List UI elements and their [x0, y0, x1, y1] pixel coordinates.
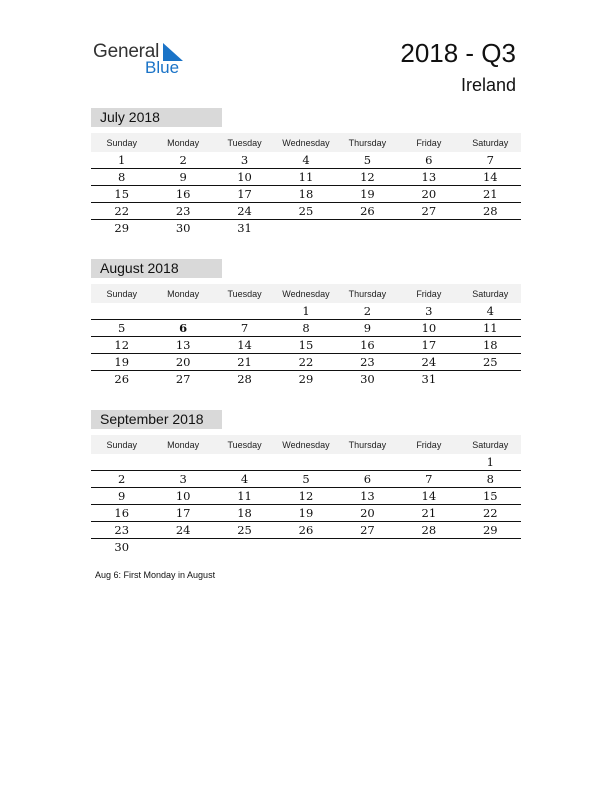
day-cell: 19 [337, 186, 398, 203]
day-cell: 19 [275, 505, 336, 522]
week-row [91, 220, 521, 237]
week-row [91, 169, 521, 186]
day-cell [91, 454, 152, 471]
day-cell: 29 [460, 522, 521, 539]
holiday-day-cell: 6 [152, 320, 213, 337]
day-cell: 17 [214, 186, 275, 203]
day-cell: 2 [152, 152, 213, 169]
day-cell: 5 [275, 471, 336, 488]
day-cell: 31 [237, 221, 252, 235]
day-cell: 11 [214, 488, 275, 505]
day-cell: 10 [214, 169, 275, 186]
day-cell: 1 [275, 303, 336, 320]
day-cell [152, 539, 213, 556]
day-cell: 21 [398, 505, 459, 522]
day-cell: 27 [175, 372, 191, 386]
calendar-table [91, 284, 521, 387]
day-cell [460, 371, 521, 388]
holiday-note: Aug 6: First Monday in August [95, 570, 216, 580]
day-cell: 23 [152, 203, 213, 220]
day-cell: 20 [398, 186, 459, 203]
week-row [91, 354, 521, 371]
day-cell: 22 [460, 505, 521, 522]
day-cell: 12 [275, 488, 336, 505]
day-cell: 12 [337, 169, 398, 186]
day-cell: 18 [460, 337, 521, 354]
day-cell: 19 [91, 354, 152, 371]
day-cell: 14 [214, 337, 275, 354]
day-cell [398, 454, 459, 471]
weekday-header: Wednesday [275, 435, 336, 454]
day-cell: 7 [460, 152, 521, 169]
day-cell [275, 454, 336, 471]
day-cell: 26 [337, 203, 398, 220]
day-cell: 11 [460, 320, 521, 337]
day-cell [214, 539, 275, 556]
weekday-header: Saturday [460, 133, 521, 152]
month-block-august [91, 259, 521, 387]
day-cell: 4 [214, 471, 275, 488]
logo-blue-text: Blue [145, 58, 180, 77]
day-cell: 5 [91, 320, 152, 337]
day-cell: 14 [398, 488, 459, 505]
weekday-header: Saturday [460, 435, 521, 454]
week-row [91, 505, 521, 522]
day-cell [275, 539, 336, 556]
day-cell: 29 [114, 221, 130, 235]
day-cell: 23 [91, 522, 152, 539]
weekday-header: Wednesday [275, 133, 336, 152]
day-cell [398, 539, 459, 556]
weekday-header: Tuesday [214, 435, 275, 454]
day-cell: 18 [275, 186, 336, 203]
day-cell: 24 [152, 522, 213, 539]
day-cell: 16 [337, 337, 398, 354]
week-row [91, 371, 521, 388]
weekday-header: Friday [398, 284, 459, 303]
day-cell: 30 [175, 221, 191, 235]
weekday-header: Monday [152, 284, 213, 303]
day-cell: 8 [460, 471, 521, 488]
day-cell: 17 [152, 505, 213, 522]
weekday-header: Monday [152, 435, 213, 454]
day-cell: 9 [337, 320, 398, 337]
day-cell [275, 220, 336, 237]
weekday-header: Thursday [337, 133, 398, 152]
weekday-header: Saturday [460, 284, 521, 303]
day-cell: 14 [460, 169, 521, 186]
week-row [91, 454, 521, 471]
day-cell: 10 [152, 488, 213, 505]
day-cell: 11 [275, 169, 336, 186]
day-cell: 16 [91, 505, 152, 522]
weekday-header: Tuesday [214, 284, 275, 303]
week-row [91, 488, 521, 505]
month-title: September 2018 [91, 410, 222, 429]
logo-general-text: General [93, 41, 160, 62]
day-cell: 27 [337, 522, 398, 539]
day-cell: 10 [398, 320, 459, 337]
day-cell: 2 [337, 303, 398, 320]
day-cell: 20 [152, 354, 213, 371]
week-row [91, 320, 521, 337]
day-cell: 30 [360, 372, 375, 386]
day-cell: 27 [398, 203, 459, 220]
day-cell: 6 [337, 471, 398, 488]
day-cell: 15 [460, 488, 521, 505]
month-block-september [91, 410, 521, 555]
day-cell: 29 [298, 372, 314, 386]
day-cell: 24 [398, 354, 459, 371]
day-cell [460, 539, 521, 556]
day-cell: 24 [214, 203, 275, 220]
weekday-header-row [91, 133, 521, 152]
calendar-table [91, 133, 521, 236]
day-cell: 15 [275, 337, 336, 354]
calendar-table [91, 435, 521, 555]
day-cell: 16 [152, 186, 213, 203]
day-cell [337, 220, 398, 237]
week-row [91, 203, 521, 220]
day-cell: 7 [398, 471, 459, 488]
month-title: July 2018 [91, 108, 222, 127]
weekday-header: Friday [398, 133, 459, 152]
day-cell: 26 [275, 522, 336, 539]
week-row [91, 522, 521, 539]
day-cell: 12 [91, 337, 152, 354]
day-cell: 6 [398, 152, 459, 169]
logo [93, 40, 203, 80]
day-cell: 15 [91, 186, 152, 203]
month-block-july [91, 108, 521, 236]
weekday-header: Thursday [337, 435, 398, 454]
day-cell: 4 [275, 152, 336, 169]
day-cell: 21 [214, 354, 275, 371]
day-cell: 2 [91, 471, 152, 488]
weekday-header: Sunday [91, 284, 152, 303]
day-cell [398, 220, 459, 237]
page-title: 2018 - Q3 [400, 38, 516, 68]
day-cell: 25 [214, 522, 275, 539]
day-cell [337, 539, 398, 556]
day-cell: 5 [337, 152, 398, 169]
week-row [91, 186, 521, 203]
week-row [91, 471, 521, 488]
weekday-header: Sunday [91, 435, 152, 454]
weekday-header: Thursday [337, 284, 398, 303]
day-cell: 1 [91, 152, 152, 169]
weekday-header: Tuesday [214, 133, 275, 152]
week-row [91, 303, 521, 320]
day-cell [152, 454, 213, 471]
day-cell [214, 303, 275, 320]
day-cell: 13 [337, 488, 398, 505]
day-cell: 3 [152, 471, 213, 488]
day-cell: 9 [152, 169, 213, 186]
day-cell: 28 [460, 203, 521, 220]
week-row [91, 152, 521, 169]
day-cell: 22 [91, 203, 152, 220]
month-title: August 2018 [91, 259, 222, 278]
week-row [91, 337, 521, 354]
weekday-header: Sunday [91, 133, 152, 152]
weekday-header-row [91, 284, 521, 303]
day-cell: 17 [398, 337, 459, 354]
weekday-header: Friday [398, 435, 459, 454]
day-cell: 26 [114, 372, 130, 386]
day-cell: 30 [114, 540, 130, 554]
day-cell: 9 [91, 488, 152, 505]
day-cell: 8 [91, 169, 152, 186]
week-row [91, 539, 521, 556]
day-cell [91, 303, 152, 320]
day-cell [152, 303, 213, 320]
day-cell: 3 [398, 303, 459, 320]
day-cell: 22 [275, 354, 336, 371]
day-cell: 25 [275, 203, 336, 220]
day-cell [460, 220, 521, 237]
day-cell: 28 [237, 372, 252, 386]
day-cell: 13 [398, 169, 459, 186]
day-cell: 8 [275, 320, 336, 337]
weekday-header-row [91, 435, 521, 454]
day-cell: 25 [460, 354, 521, 371]
day-cell: 21 [460, 186, 521, 203]
day-cell: 20 [337, 505, 398, 522]
day-cell: 31 [421, 372, 437, 386]
day-cell: 7 [214, 320, 275, 337]
weekday-header: Wednesday [275, 284, 336, 303]
country-label: Ireland [460, 75, 516, 95]
day-cell: 23 [337, 354, 398, 371]
day-cell: 3 [214, 152, 275, 169]
day-cell [337, 454, 398, 471]
day-cell: 18 [214, 505, 275, 522]
day-cell: 28 [398, 522, 459, 539]
day-cell: 1 [460, 454, 521, 471]
day-cell: 13 [152, 337, 213, 354]
weekday-header: Monday [152, 133, 213, 152]
day-cell [214, 454, 275, 471]
day-cell: 4 [460, 303, 521, 320]
